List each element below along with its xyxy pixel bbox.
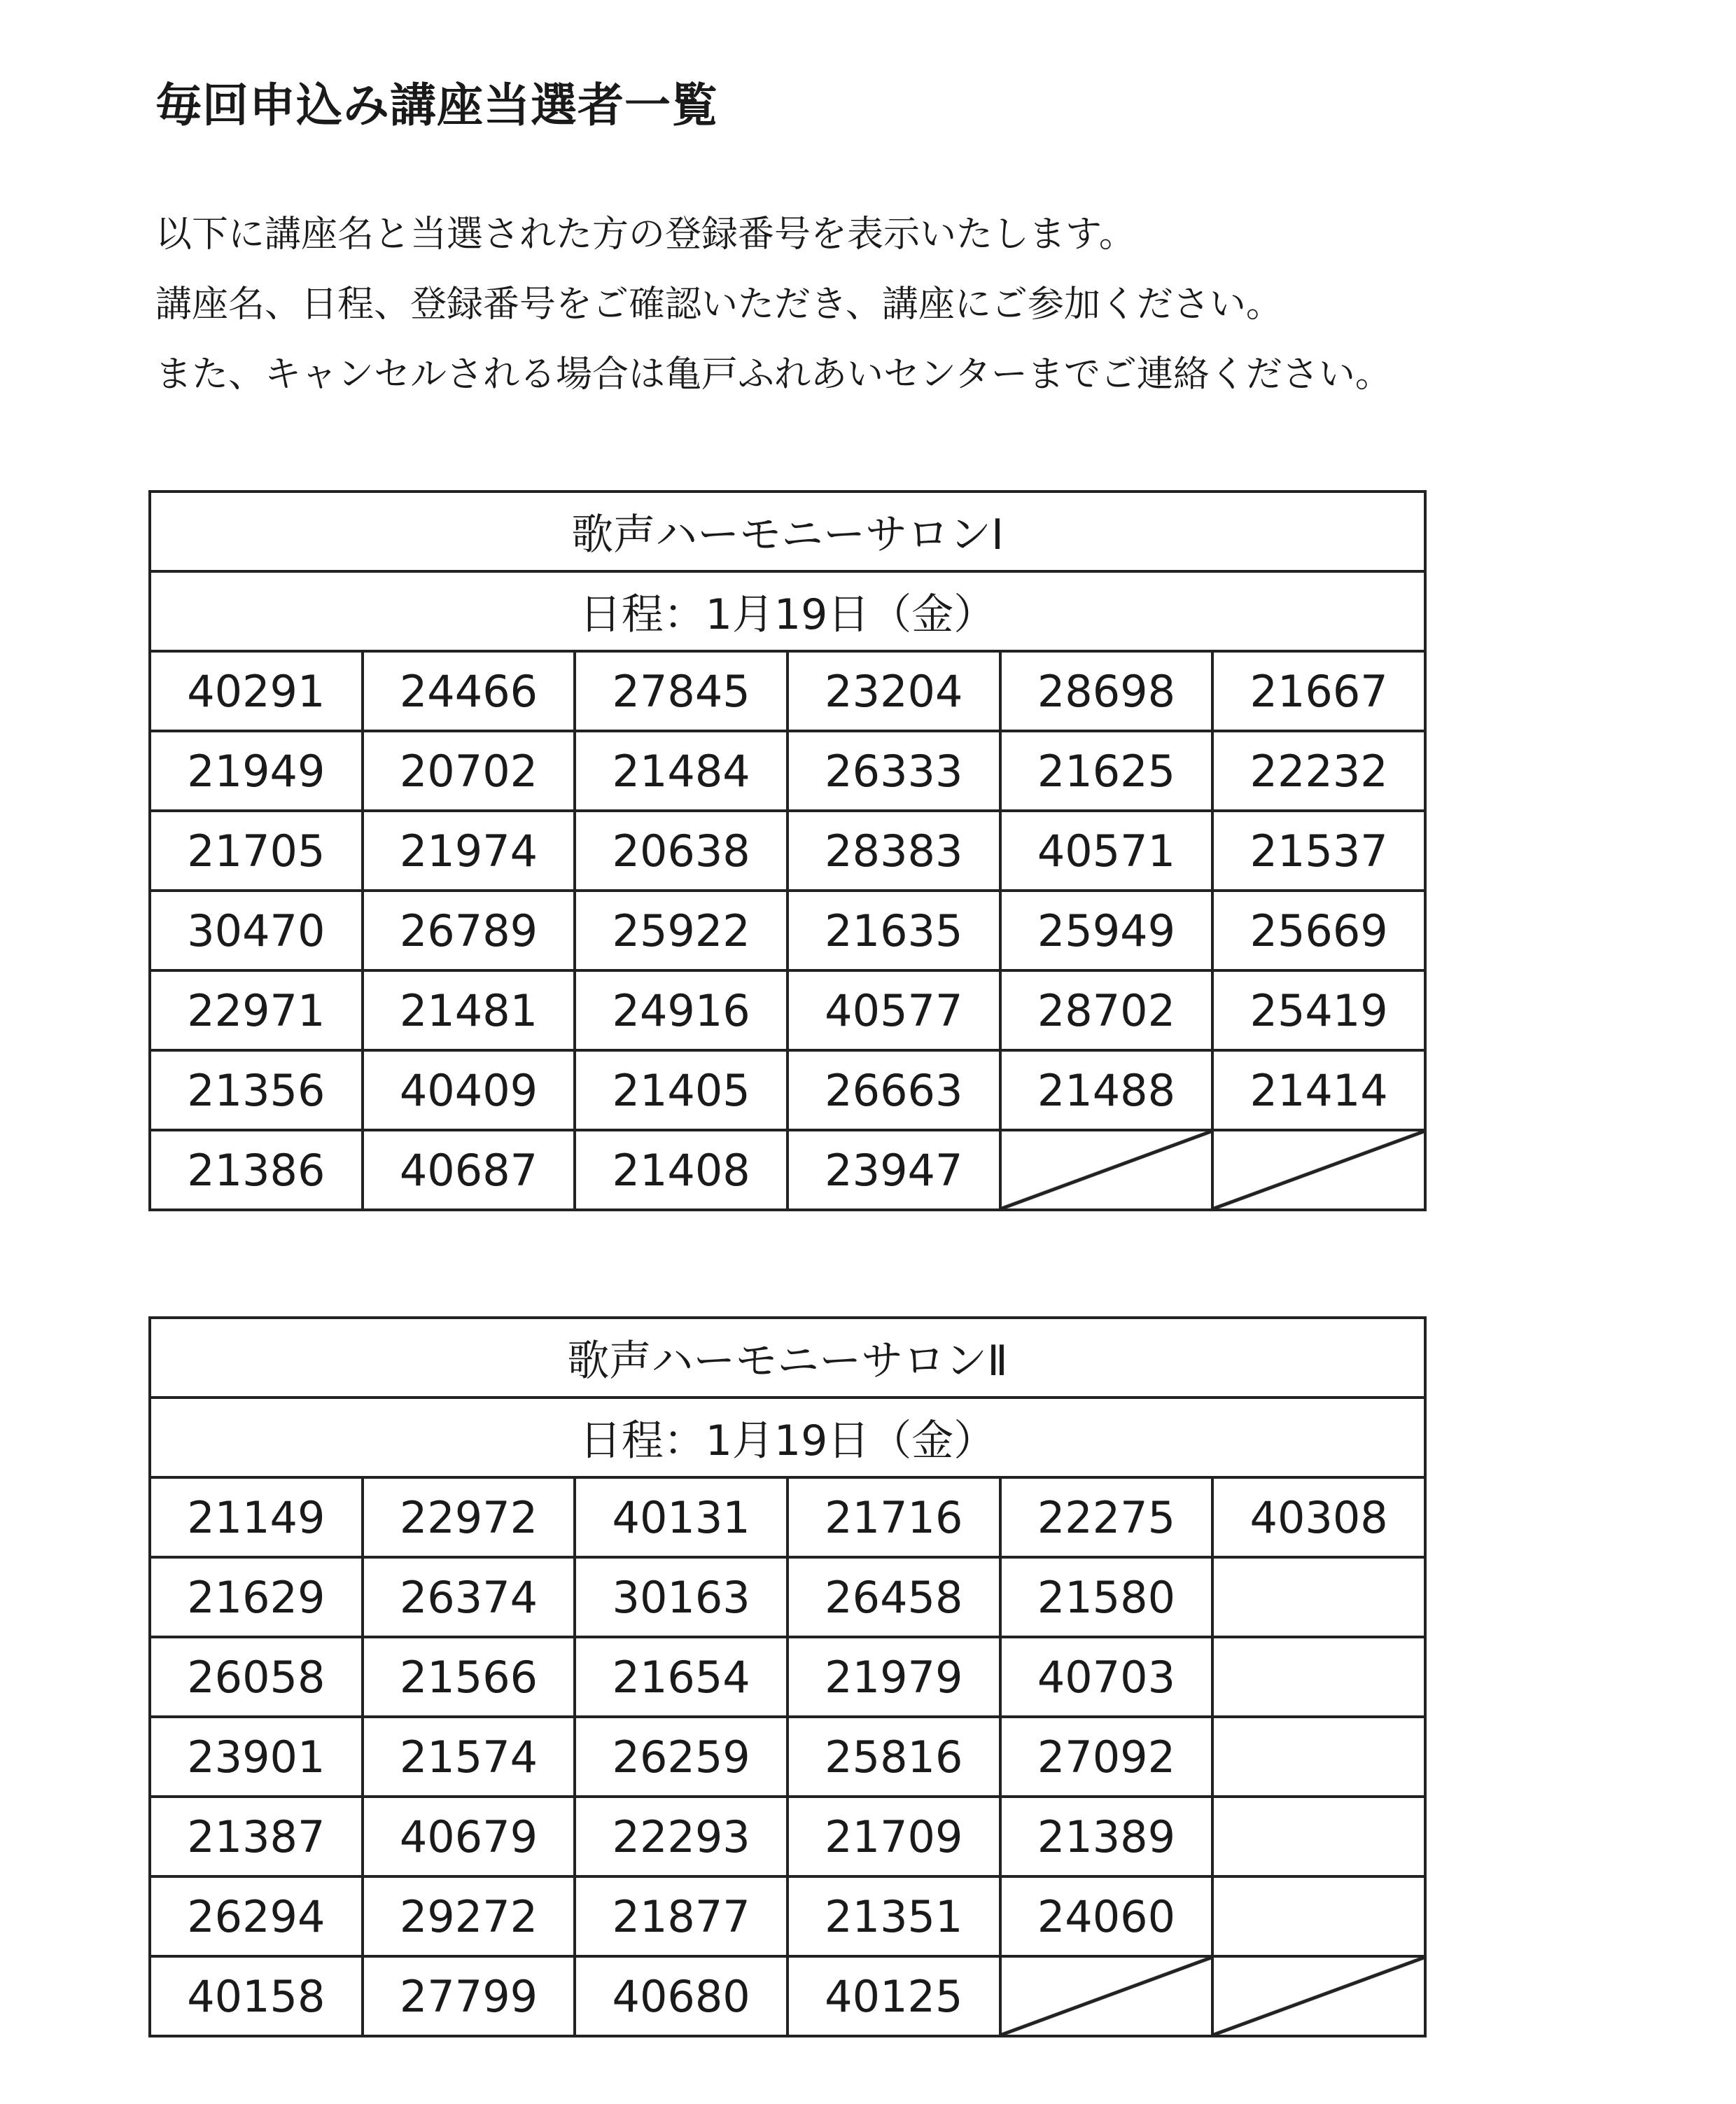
registration-row bbox=[150, 811, 1425, 891]
registration-number: 21566 bbox=[363, 1637, 575, 1717]
registration-number: 21877 bbox=[575, 1876, 788, 1956]
registration-number: 40158 bbox=[150, 1956, 363, 2036]
registration-number: 40291 bbox=[150, 651, 363, 731]
registration-number: 24916 bbox=[575, 970, 788, 1050]
registration-number: 40409 bbox=[363, 1050, 575, 1130]
registration-number: 26294 bbox=[150, 1876, 363, 1956]
registration-number: 25419 bbox=[1212, 970, 1425, 1050]
registration-number: 20702 bbox=[363, 731, 575, 811]
registration-row bbox=[150, 1956, 1425, 2036]
registration-number: 26333 bbox=[788, 731, 1000, 811]
registration-number: 22293 bbox=[575, 1797, 788, 1876]
registration-number: 30470 bbox=[150, 891, 363, 970]
registration-number: 26458 bbox=[788, 1557, 1000, 1637]
registration-row bbox=[150, 1130, 1425, 1210]
empty-cell bbox=[1212, 1557, 1425, 1637]
empty-cell bbox=[1212, 1717, 1425, 1797]
registration-number: 22971 bbox=[150, 970, 363, 1050]
registration-number: 21414 bbox=[1212, 1050, 1425, 1130]
registration-number: 22232 bbox=[1212, 731, 1425, 811]
registration-number: 21484 bbox=[575, 731, 788, 811]
empty-cell bbox=[1212, 1797, 1425, 1876]
intro-line: 講座名、日程、登録番号をご確認いただき、講座にご参加ください。 bbox=[155, 284, 1282, 326]
registration-number: 26374 bbox=[363, 1557, 575, 1637]
registration-number: 21667 bbox=[1212, 651, 1425, 731]
registration-number: 27799 bbox=[363, 1956, 575, 2036]
registration-number: 27092 bbox=[1000, 1717, 1213, 1797]
course-name-row bbox=[150, 492, 1425, 571]
empty-cell bbox=[1212, 1637, 1425, 1717]
registration-number: 30163 bbox=[575, 1557, 788, 1637]
registration-number: 40131 bbox=[575, 1477, 788, 1557]
registration-row bbox=[150, 651, 1425, 731]
registration-number: 21654 bbox=[575, 1637, 788, 1717]
registration-number: 25816 bbox=[788, 1717, 1000, 1797]
registration-number: 21408 bbox=[575, 1130, 788, 1210]
registration-row bbox=[150, 1876, 1425, 1956]
registration-row bbox=[150, 1797, 1425, 1876]
registration-number: 21705 bbox=[150, 811, 363, 891]
registration-number: 28383 bbox=[788, 811, 1000, 891]
registration-row bbox=[150, 731, 1425, 811]
registration-number: 21387 bbox=[150, 1797, 363, 1876]
empty-slashed-cell bbox=[1000, 1956, 1213, 2036]
registration-number: 40577 bbox=[788, 970, 1000, 1050]
winners-table-course-2 bbox=[148, 1316, 1427, 2037]
registration-number: 27845 bbox=[575, 651, 788, 731]
registration-number: 40679 bbox=[363, 1797, 575, 1876]
schedule-row bbox=[150, 571, 1425, 651]
course-name: 歌声ハーモニーサロンⅠ bbox=[150, 492, 1425, 571]
registration-number: 29272 bbox=[363, 1876, 575, 1956]
registration-number: 40308 bbox=[1212, 1477, 1425, 1557]
registration-row bbox=[150, 1557, 1425, 1637]
empty-cell bbox=[1212, 1876, 1425, 1956]
registration-number: 21488 bbox=[1000, 1050, 1213, 1130]
registration-number: 21949 bbox=[150, 731, 363, 811]
registration-number: 21574 bbox=[363, 1717, 575, 1797]
registration-row bbox=[150, 1477, 1425, 1557]
registration-number: 25949 bbox=[1000, 891, 1213, 970]
empty-slashed-cell bbox=[1000, 1130, 1213, 1210]
registration-number: 23204 bbox=[788, 651, 1000, 731]
course-name-row bbox=[150, 1318, 1425, 1398]
registration-number: 26058 bbox=[150, 1637, 363, 1717]
registration-number: 23947 bbox=[788, 1130, 1000, 1210]
registration-number: 26663 bbox=[788, 1050, 1000, 1130]
registration-number: 21979 bbox=[788, 1637, 1000, 1717]
registration-number: 23901 bbox=[150, 1717, 363, 1797]
registration-row bbox=[150, 970, 1425, 1050]
registration-number: 21405 bbox=[575, 1050, 788, 1130]
registration-number: 21537 bbox=[1212, 811, 1425, 891]
empty-slashed-cell bbox=[1212, 1956, 1425, 2036]
schedule-row bbox=[150, 1398, 1425, 1477]
empty-slashed-cell bbox=[1212, 1130, 1425, 1210]
registration-number: 25669 bbox=[1212, 891, 1425, 970]
intro-line: 以下に講座名と当選された方の登録番号を表示いたします。 bbox=[155, 214, 1135, 256]
registration-number: 20638 bbox=[575, 811, 788, 891]
registration-number: 21481 bbox=[363, 970, 575, 1050]
registration-row bbox=[150, 1637, 1425, 1717]
registration-number: 21716 bbox=[788, 1477, 1000, 1557]
course-schedule: 日程：1月19日（金） bbox=[150, 571, 1425, 651]
registration-number: 21386 bbox=[150, 1130, 363, 1210]
registration-number: 28702 bbox=[1000, 970, 1213, 1050]
registration-number: 21974 bbox=[363, 811, 575, 891]
registration-number: 21351 bbox=[788, 1876, 1000, 1956]
registration-number: 21709 bbox=[788, 1797, 1000, 1876]
registration-number: 24060 bbox=[1000, 1876, 1213, 1956]
registration-number: 28698 bbox=[1000, 651, 1213, 731]
registration-row bbox=[150, 1717, 1425, 1797]
registration-number: 40687 bbox=[363, 1130, 575, 1210]
registration-number: 26259 bbox=[575, 1717, 788, 1797]
course-name: 歌声ハーモニーサロンⅡ bbox=[150, 1318, 1425, 1398]
intro-line: また、キャンセルされる場合は亀戸ふれあいセンターまでご連絡ください。 bbox=[155, 354, 1392, 396]
registration-number: 21625 bbox=[1000, 731, 1213, 811]
registration-number: 21149 bbox=[150, 1477, 363, 1557]
registration-number: 40680 bbox=[575, 1956, 788, 2036]
registration-number: 22275 bbox=[1000, 1477, 1213, 1557]
registration-number: 40703 bbox=[1000, 1637, 1213, 1717]
registration-number: 21389 bbox=[1000, 1797, 1213, 1876]
registration-number: 40571 bbox=[1000, 811, 1213, 891]
registration-number: 21356 bbox=[150, 1050, 363, 1130]
registration-number: 26789 bbox=[363, 891, 575, 970]
registration-number: 25922 bbox=[575, 891, 788, 970]
page-title: 毎回申込み講座当選者一覧 bbox=[155, 78, 718, 132]
registration-number: 21580 bbox=[1000, 1557, 1213, 1637]
winners-table-course-1 bbox=[148, 490, 1427, 1211]
registration-row bbox=[150, 891, 1425, 970]
registration-number: 40125 bbox=[788, 1956, 1000, 2036]
course-schedule: 日程：1月19日（金） bbox=[150, 1398, 1425, 1477]
registration-number: 22972 bbox=[363, 1477, 575, 1557]
registration-row bbox=[150, 1050, 1425, 1130]
registration-number: 21629 bbox=[150, 1557, 363, 1637]
intro-text bbox=[155, 200, 1392, 410]
registration-number: 24466 bbox=[363, 651, 575, 731]
registration-number: 21635 bbox=[788, 891, 1000, 970]
